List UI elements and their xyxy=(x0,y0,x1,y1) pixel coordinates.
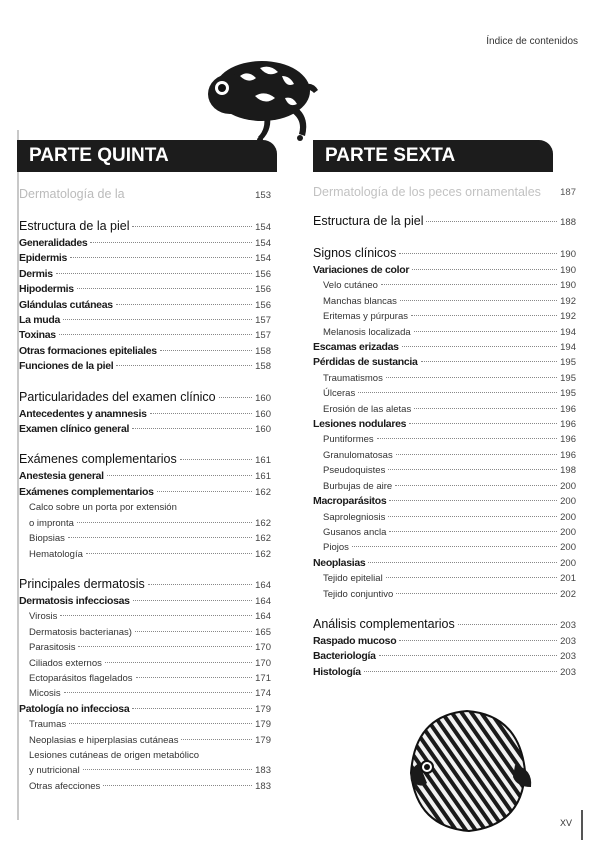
dot-leader xyxy=(70,257,252,258)
toc-entry-title: Glándulas cutáneas xyxy=(19,298,113,311)
toc-subentry[interactable] xyxy=(19,779,271,794)
dot-leader xyxy=(60,615,252,616)
dot-leader xyxy=(414,408,557,409)
toc-entry-page: 161 xyxy=(255,471,271,483)
toc-entry-page: 200 xyxy=(560,542,576,554)
toc-entry-title: Variaciones de color xyxy=(313,264,410,276)
frog-illustration xyxy=(200,46,325,151)
dot-leader xyxy=(59,334,252,335)
toc-entry[interactable] xyxy=(313,355,576,370)
toc-entry-page: 203 xyxy=(560,666,576,678)
toc-entry-title: Micosis xyxy=(29,688,61,700)
toc-entry[interactable] xyxy=(313,649,576,664)
section-gap xyxy=(19,204,271,218)
toc-entry-page: 195 xyxy=(560,388,576,400)
toc-entry-page: 162 xyxy=(255,533,271,545)
dot-leader xyxy=(105,662,252,663)
toc-section-heading[interactable] xyxy=(19,451,271,469)
toc-entry-page: 156 xyxy=(255,284,271,296)
dot-leader xyxy=(68,537,252,538)
toc-entry-page: 157 xyxy=(255,330,271,342)
toc-entry-page: 190 xyxy=(560,265,576,276)
toc-entry-title: Otras formaciones epiteliales xyxy=(19,344,157,357)
dot-leader xyxy=(395,485,557,486)
toc-entry-page: 156 xyxy=(255,268,271,280)
dot-leader xyxy=(107,475,252,476)
toc-entry-page: 179 xyxy=(255,719,271,731)
page-number-rule xyxy=(581,810,583,840)
toc-entry[interactable] xyxy=(19,485,271,500)
toc-entry-page: 192 xyxy=(560,295,576,307)
toc-entry[interactable] xyxy=(313,417,576,432)
toc-entry-title: Exámenes complementarios xyxy=(19,485,154,498)
dot-leader xyxy=(411,315,557,316)
dot-leader xyxy=(132,708,252,709)
toc-entry-title: Otras afecciones xyxy=(29,780,101,792)
dot-leader xyxy=(56,273,252,274)
dot-leader xyxy=(77,288,252,289)
toc-entry-title: Estructura de la piel xyxy=(19,219,130,233)
dot-leader xyxy=(377,438,557,439)
toc-entry[interactable] xyxy=(19,594,271,609)
toc-entry[interactable] xyxy=(313,665,576,680)
section-gap xyxy=(19,437,271,451)
dot-leader xyxy=(136,677,253,678)
toc-entry-title: Anestesia general xyxy=(19,470,104,483)
toc-entry-page: 200 xyxy=(560,511,576,523)
toc-entry-title: La muda xyxy=(19,314,61,327)
discus-fish-illustration xyxy=(405,705,535,835)
toc-subentry[interactable] xyxy=(313,432,576,447)
toc-entry-page: 194 xyxy=(560,326,576,338)
toc-entry-page: 164 xyxy=(255,579,271,591)
dot-leader xyxy=(364,671,557,672)
dot-leader xyxy=(458,624,557,625)
dot-leader xyxy=(90,242,252,243)
toc-entry-page: 170 xyxy=(255,657,271,669)
dot-leader xyxy=(83,769,252,770)
toc-entry-title: Neoplasias e hiperplasias cutáneas xyxy=(29,734,179,746)
dot-leader xyxy=(103,785,252,786)
toc-entry-page: 161 xyxy=(255,455,271,467)
toc-subentry[interactable] xyxy=(19,516,271,531)
dot-leader xyxy=(386,577,557,578)
toc-subentry[interactable] xyxy=(313,278,576,293)
toc-entry[interactable] xyxy=(19,328,271,343)
toc-entry[interactable] xyxy=(19,236,271,251)
toc-entry-page: 154 xyxy=(255,253,271,265)
dot-leader xyxy=(63,319,252,320)
toc-entry-title: Toxinas xyxy=(19,329,56,342)
toc-entry[interactable] xyxy=(19,359,271,374)
toc-entry-title: Dermatosis bacterianas) xyxy=(29,626,132,638)
toc-entry-title: Análisis complementarios xyxy=(313,616,455,631)
part-six-banner: PARTE SEXTA xyxy=(313,140,553,172)
toc-subentry[interactable] xyxy=(19,686,271,701)
toc-entry-page: 196 xyxy=(560,403,576,415)
toc-entry-title: Piojos xyxy=(323,542,349,554)
dot-leader xyxy=(180,459,252,460)
dot-leader xyxy=(77,522,252,523)
toc-entry-title: Virosis xyxy=(29,611,58,623)
toc-entry-page: 170 xyxy=(255,642,271,654)
toc-entry-page: 196 xyxy=(560,434,576,446)
toc-entry-title: Biopsias xyxy=(29,533,65,545)
toc-entry-title: Bacteriología xyxy=(313,650,376,663)
toc-entry-title: Pérdidas de sustancia xyxy=(313,356,418,369)
toc-subentry[interactable] xyxy=(19,763,271,778)
toc-entry-page: 157 xyxy=(255,315,271,327)
toc-entry-intro[interactable] xyxy=(19,186,271,204)
toc-entry-title: Velo cutáneo xyxy=(323,280,378,292)
toc-entry-page: 196 xyxy=(560,449,576,461)
toc-subentry[interactable] xyxy=(19,656,271,671)
toc-entry-page: 153 xyxy=(255,190,271,201)
running-header: Índice de contenidos xyxy=(486,36,578,47)
toc-entry-page: 200 xyxy=(560,526,576,538)
toc-subentry[interactable] xyxy=(19,748,271,763)
dot-leader xyxy=(388,469,557,470)
toc-entry-title: Ectoparásitos flagelados xyxy=(29,672,133,684)
dot-leader xyxy=(352,546,557,547)
toc-entry-title: Lesiones nodulares xyxy=(313,418,407,431)
toc-subentry[interactable] xyxy=(19,547,271,562)
toc-entry[interactable] xyxy=(19,313,271,328)
dot-leader xyxy=(399,253,557,254)
dot-leader xyxy=(133,600,252,601)
toc-entry-page: 196 xyxy=(560,419,576,431)
toc-entry-page: 187 xyxy=(560,187,576,198)
toc-subentry[interactable] xyxy=(313,309,576,324)
dot-leader xyxy=(389,500,557,501)
section-gap xyxy=(19,562,271,576)
toc-entry-title: Dermatología de la xyxy=(19,187,125,201)
toc-entry-intro[interactable] xyxy=(313,186,576,199)
toc-entry-page: 179 xyxy=(255,703,271,715)
toc-entry-title: Antecedentes y anamnesis xyxy=(19,407,147,420)
dot-leader xyxy=(358,392,557,393)
toc-entry-page: 171 xyxy=(255,672,271,684)
dot-leader xyxy=(412,269,557,270)
toc-entry[interactable] xyxy=(19,407,271,422)
toc-section-heading[interactable] xyxy=(19,576,271,594)
toc-entry-page: 160 xyxy=(255,392,271,404)
toc-entry-title: Melanosis localizada xyxy=(323,326,411,338)
toc-entry-page: 165 xyxy=(255,626,271,638)
toc-entry-title: Epidermis xyxy=(19,252,68,265)
dot-leader xyxy=(135,631,252,632)
toc-entry-title: o impronta xyxy=(29,517,74,529)
dot-leader xyxy=(132,226,252,227)
toc-column-part-six xyxy=(313,186,576,680)
dot-leader xyxy=(160,350,252,351)
toc-entry-title: Generalidades xyxy=(19,237,88,249)
toc-subentry[interactable] xyxy=(19,640,271,655)
toc-entry-page: 200 xyxy=(560,496,576,508)
toc-entry-page: 179 xyxy=(255,734,271,746)
dot-leader xyxy=(421,361,558,362)
toc-entry-title: Gusanos ancla xyxy=(323,526,387,538)
toc-entry[interactable] xyxy=(19,702,271,717)
toc-entry-title: Burbujas de aire xyxy=(323,480,393,492)
toc-section-heading[interactable] xyxy=(313,616,576,634)
toc-entry-title: Manchas blancas xyxy=(323,295,397,307)
section-gap xyxy=(313,231,576,245)
toc-entry-title: Neoplasias xyxy=(313,556,366,569)
toc-entry-title: Macroparásitos xyxy=(313,495,387,508)
toc-section-heading[interactable] xyxy=(19,389,271,407)
toc-entry-page: 162 xyxy=(255,486,271,498)
dot-leader xyxy=(402,346,557,347)
dot-leader xyxy=(128,194,253,195)
toc-entry-title: Traumas xyxy=(29,719,67,731)
toc-entry-page: 203 xyxy=(560,635,576,647)
toc-entry-page: 164 xyxy=(255,611,271,623)
toc-entry-title: Saprolegniosis xyxy=(323,511,386,523)
toc-subentry[interactable] xyxy=(19,609,271,624)
dot-leader xyxy=(396,454,557,455)
toc-entry[interactable] xyxy=(19,344,271,359)
toc-entry-title: Calco sobre un porta por extensión xyxy=(29,502,177,514)
toc-entry-page: 154 xyxy=(255,222,271,233)
toc-entry-page: 203 xyxy=(560,651,576,663)
toc-entry-title: Ciliados externos xyxy=(29,657,102,669)
toc-entry-title: Signos clínicos xyxy=(313,246,397,260)
dot-leader xyxy=(388,516,557,517)
toc-entry-page: 162 xyxy=(255,517,271,529)
toc-entry-page: 202 xyxy=(560,588,576,600)
toc-entry-title: Hipodermis xyxy=(19,283,74,296)
toc-entry-page: 200 xyxy=(560,480,576,492)
toc-entry-title: Tejido conjuntivo xyxy=(323,588,394,600)
toc-subentry[interactable] xyxy=(313,325,576,340)
toc-subentry[interactable] xyxy=(313,448,576,463)
toc-entry-page: 203 xyxy=(560,619,576,631)
toc-entry-page: 201 xyxy=(560,573,576,585)
page-number: XV xyxy=(560,818,573,828)
toc-entry-title: Funciones de la piel xyxy=(19,360,114,373)
toc-subentry[interactable] xyxy=(19,671,271,686)
section-gap xyxy=(313,602,576,616)
toc-subentry[interactable] xyxy=(313,479,576,494)
toc-subentry[interactable] xyxy=(313,540,576,555)
toc-section-heading[interactable] xyxy=(19,218,271,236)
toc-entry-page: 174 xyxy=(255,688,271,700)
toc-subentry[interactable] xyxy=(313,510,576,525)
toc-entry-title: Hematología xyxy=(29,548,83,560)
dot-leader xyxy=(389,531,557,532)
toc-entry-title: Histología xyxy=(313,665,361,678)
toc-entry-title: Dermatosis infecciosas xyxy=(19,594,130,607)
toc-entry-title: Erosión de las aletas xyxy=(323,403,412,415)
toc-entry-page: 158 xyxy=(255,361,271,373)
toc-entry-title: Estructura de la piel xyxy=(313,214,424,228)
toc-subentry[interactable] xyxy=(19,717,271,732)
section-gap xyxy=(313,199,576,213)
toc-entry[interactable] xyxy=(313,556,576,571)
toc-subentry[interactable] xyxy=(313,525,576,540)
toc-entry[interactable] xyxy=(19,298,271,313)
dot-leader xyxy=(219,397,253,398)
toc-subentry[interactable] xyxy=(313,587,576,602)
dot-leader xyxy=(386,377,557,378)
toc-entry-page: 194 xyxy=(560,342,576,354)
toc-subentry[interactable] xyxy=(19,625,271,640)
toc-entry-page: 183 xyxy=(255,765,271,777)
dot-leader xyxy=(132,428,252,429)
toc-entry-page: 190 xyxy=(560,249,576,260)
toc-entry-page: 195 xyxy=(560,357,576,369)
toc-entry[interactable] xyxy=(313,340,576,355)
toc-entry-page: 192 xyxy=(560,311,576,323)
toc-entry-title: Tejido epitelial xyxy=(323,573,383,585)
toc-entry[interactable] xyxy=(313,494,576,509)
toc-section-heading[interactable] xyxy=(313,245,576,263)
toc-entry-title: Patología no infecciosa xyxy=(19,702,130,715)
toc-entry-page: 164 xyxy=(255,595,271,607)
toc-entry-title: Escamas erizadas xyxy=(313,341,399,354)
part-five-banner: PARTE QUINTA xyxy=(17,140,277,172)
dot-leader xyxy=(381,284,557,285)
toc-entry-title: Granulomatosas xyxy=(323,449,393,461)
toc-entry-page: 156 xyxy=(255,299,271,311)
dot-leader xyxy=(426,221,557,222)
dot-leader xyxy=(69,723,252,724)
dot-leader xyxy=(400,300,557,301)
dot-leader xyxy=(181,739,252,740)
dot-leader xyxy=(379,655,558,656)
section-gap xyxy=(19,375,271,389)
dot-leader xyxy=(399,640,557,641)
toc-subentry[interactable] xyxy=(313,571,576,586)
dot-leader xyxy=(148,584,252,585)
toc-subentry[interactable] xyxy=(313,463,576,478)
dot-leader xyxy=(116,304,252,305)
toc-entry-title: Principales dermatosis xyxy=(19,576,145,591)
toc-entry-title: Dermatología de los peces ornamentales xyxy=(313,185,541,199)
toc-subentry[interactable] xyxy=(313,294,576,309)
toc-entry-title: y nutricional xyxy=(29,765,80,777)
toc-entry-title: Parasitosis xyxy=(29,642,76,654)
toc-subentry[interactable] xyxy=(313,402,576,417)
toc-entry[interactable] xyxy=(313,263,576,278)
toc-entry-page: 195 xyxy=(560,372,576,384)
toc-entry[interactable] xyxy=(19,267,271,282)
toc-entry-title: Traumatismos xyxy=(323,372,383,384)
dot-leader xyxy=(396,593,557,594)
toc-entry-title: Úlceras xyxy=(323,388,356,400)
toc-entry-title: Puntiformes xyxy=(323,434,374,446)
toc-entry[interactable] xyxy=(19,282,271,297)
dot-leader xyxy=(116,365,252,366)
toc-entry[interactable] xyxy=(19,251,271,266)
toc-entry-page: 160 xyxy=(255,424,271,436)
dot-leader xyxy=(78,646,252,647)
toc-subentry[interactable] xyxy=(19,733,271,748)
dot-leader xyxy=(368,562,557,563)
toc-subentry[interactable] xyxy=(19,531,271,546)
toc-entry[interactable] xyxy=(313,634,576,649)
toc-entry[interactable] xyxy=(19,469,271,484)
toc-entry-page: 183 xyxy=(255,780,271,792)
toc-entry[interactable] xyxy=(19,422,271,437)
dot-leader xyxy=(86,553,252,554)
dot-leader xyxy=(157,491,253,492)
toc-section-heading[interactable] xyxy=(313,213,576,231)
toc-subentry[interactable] xyxy=(313,386,576,401)
toc-entry-page: 198 xyxy=(560,465,576,477)
dot-leader xyxy=(409,423,557,424)
toc-entry-page: 200 xyxy=(560,557,576,569)
toc-entry-page: 190 xyxy=(560,280,576,292)
toc-entry-page: 188 xyxy=(560,217,576,228)
toc-entry-title: Lesiones cutáneas de origen metabólico xyxy=(29,749,200,761)
toc-entry-title: Eritemas y púrpuras xyxy=(323,311,409,323)
toc-subentry[interactable] xyxy=(19,500,271,515)
toc-entry-page: 154 xyxy=(255,238,271,249)
toc-entry-title: Raspado mucoso xyxy=(313,634,397,647)
dot-leader xyxy=(414,331,557,332)
toc-subentry[interactable] xyxy=(313,371,576,386)
toc-entry-page: 160 xyxy=(255,408,271,420)
dot-leader xyxy=(150,413,253,414)
toc-entry-title: Pseudoquistes xyxy=(323,465,386,477)
toc-entry-title: Dermis xyxy=(19,267,53,280)
toc-entry-page: 162 xyxy=(255,548,271,560)
toc-entry-title: Exámenes complementarios xyxy=(19,452,177,467)
toc-entry-page: 158 xyxy=(255,345,271,357)
dot-leader xyxy=(64,692,252,693)
toc-column-part-five xyxy=(19,186,271,794)
toc-entry-title: Particularidades del examen clínico xyxy=(19,389,216,404)
toc-entry-title: Examen clínico general xyxy=(19,423,130,436)
